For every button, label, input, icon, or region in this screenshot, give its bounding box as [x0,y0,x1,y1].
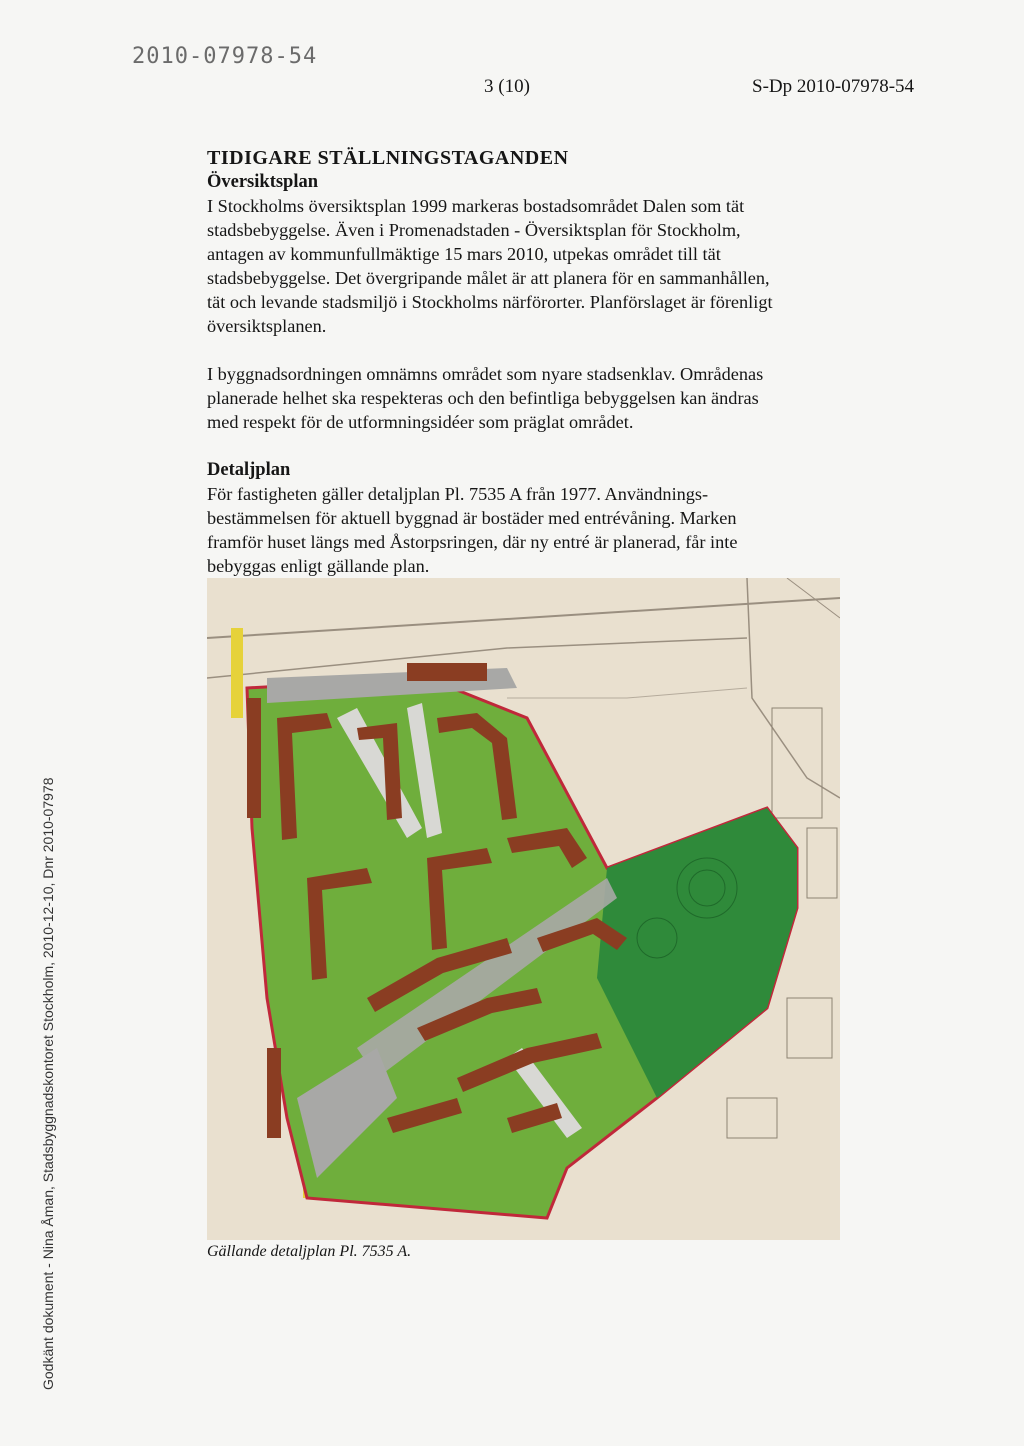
map-building [407,663,487,681]
page-number: 3 (10) [484,76,530,97]
paragraph-detaljplan: För fastigheten gäller detaljplan Pl. 7535 A från 1977. Användnings- bestämmelsen för aktuell byggnad är bostäder med entrévåning. Marken framför huset längs med Åstorpsringen, där ny entré är planerad, får inte bebyggas enligt gällande plan. [207,484,738,576]
figure-caption: Gällande detaljplan Pl. 7535 A. [207,1243,412,1260]
map-building [267,1048,281,1138]
document-body [207,146,827,578]
subheading-oversiktsplan: Översiktsplan [207,172,319,192]
map-building [247,698,261,818]
document-reference: S-Dp 2010-07978-54 [752,76,915,97]
section-title: TIDIGARE STÄLLNINGSTAGANDEN [207,147,569,169]
map-yellow-strip [231,628,243,718]
paragraph-byggnadsordning: I byggnadsordningen omnämns området som nyare stadsenklav. Områdenas planerade helhet ska respekteras och den befintliga bebyggelsen kan ändras med respekt för de utformningsidéer som präglat området. [207,364,764,432]
approval-sidebar-text: Godkänt dokument - Nina Åman, Stadsbyggnadskontoret Stockholm, 2010-12-10, Dnr 2010-07978 [40,777,56,1390]
subheading-detaljplan: Detaljplan [207,460,291,480]
detaljplan-map [207,578,840,1240]
archive-stamp: 2010-07978-54 [132,44,318,69]
paragraph-oversiktsplan: I Stockholms översiktsplan 1999 markeras bostadsområdet Dalen som tät stadsbebyggelse. Även i Promenadstaden - Översiktsplan för Stockholm, antagen av kommunfullmäktige 15 mars 2010, utpekas området till tät stadsbebyggelse. Det övergripande målet är att planera för en sammanhållen, tät och levande stadsmiljö i Stockholms närförorter. Planförslaget är förenligt översiktsplanen. [207,196,773,336]
